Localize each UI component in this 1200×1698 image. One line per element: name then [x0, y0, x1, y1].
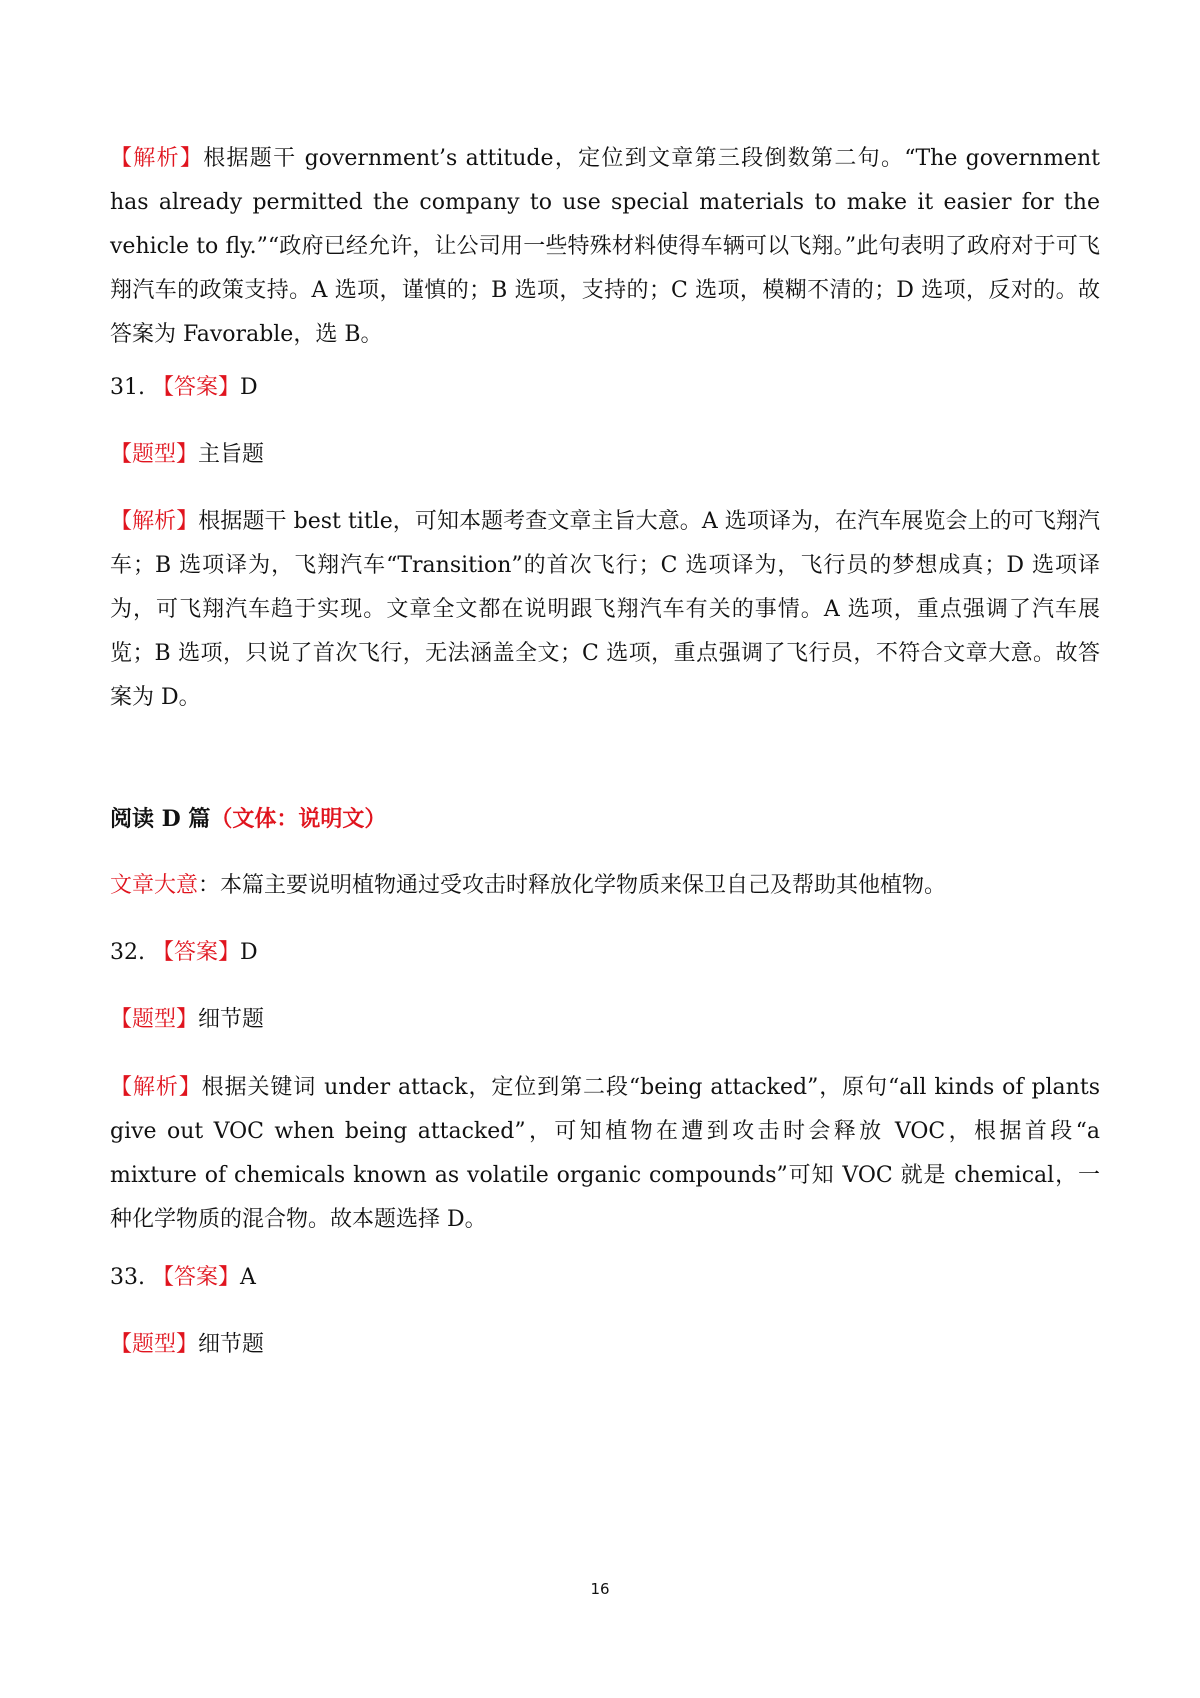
answer-tag: 【答案】 [152, 375, 241, 400]
q31-type-line [110, 433, 1100, 477]
summary-label: 文章大意 [110, 873, 199, 898]
type-tag: 【题型】 [110, 1332, 199, 1357]
page-number: 16 [590, 1580, 610, 1598]
q32-analysis [110, 1066, 1100, 1242]
summary-text: ：本篇主要说明植物通过受攻击时释放化学物质来保卫自己及帮助其他植物。 [198, 873, 947, 898]
article-summary [110, 864, 1100, 908]
type-value: 主旨题 [198, 442, 265, 467]
analysis-tag: 【解析】 [110, 146, 204, 171]
answer-tag: 【答案】 [152, 940, 241, 965]
analysis-tag: 【解析】 [110, 509, 199, 534]
answer-value: A [240, 1265, 256, 1290]
type-tag: 【题型】 [110, 1007, 199, 1032]
q31-answer-line [110, 366, 1100, 410]
type-value: 细节题 [198, 1332, 265, 1357]
q33-type-line [110, 1323, 1100, 1367]
section-title: 阅读 D 篇 [110, 806, 211, 832]
answer-tag: 【答案】 [152, 1265, 241, 1290]
analysis-text: 根据题干 best title，可知本题考查文章主旨大意。A 选项译为，在汽车展览会上的可飞翔汽车；B 选项译为，飞翔汽车“Transition”的首次飞行；C 选项译为，飞行员的梦想成真；D 选项译为，可飞翔汽车趋于实现。文章全文都在说明跟飞翔汽车有关的事情。A 选项，重点强调了汽车展览；B 选项，只说了首次飞行，无法涵盖全文；C 选项，重点强调了飞行员，不符合文章大意。故答案为 D。 [110, 509, 1100, 710]
answer-value: D [240, 940, 258, 965]
answer-value: D [240, 375, 258, 400]
section-genre: （文体：说明文） [210, 806, 387, 832]
type-tag: 【题型】 [110, 442, 199, 467]
type-value: 细节题 [198, 1007, 265, 1032]
question-number: 32. [110, 940, 145, 965]
q33-answer-line [110, 1256, 1100, 1300]
q30-analysis [110, 137, 1100, 357]
analysis-text: 根据关键词 under attack，定位到第二段“being attacked”，原句“all kinds of plants give out VOC when being attacked”，可知植物在遭到攻击时会释放 VOC，根据首段“a mixture of chemicals known as volatile organic compounds”可知 VOC 就是 chemical，一种化学物质的混合物。故本题选择 D。 [110, 1075, 1100, 1232]
q32-answer-line [110, 931, 1100, 975]
question-number: 33. [110, 1265, 145, 1290]
section-heading [110, 797, 1100, 841]
analysis-text: 根据题干 government’s attitude，定位到文章第三段倒数第二句。“The government has already permitted the company to use special materials to make it easier for the vehicle to fly.”“政府已经允许，让公司用一些特殊材料使得车辆可以飞翔。”此句表明了政府对于可飞翔汽车的政策支持。A 选项，谨慎的；B 选项，支持的；C 选项，模糊不清的；D 选项，反对的。故答案为 Favorable，选 B。 [110, 146, 1100, 347]
analysis-tag: 【解析】 [110, 1075, 202, 1100]
question-number: 31. [110, 375, 145, 400]
q31-analysis [110, 500, 1100, 720]
q32-type-line [110, 998, 1100, 1042]
